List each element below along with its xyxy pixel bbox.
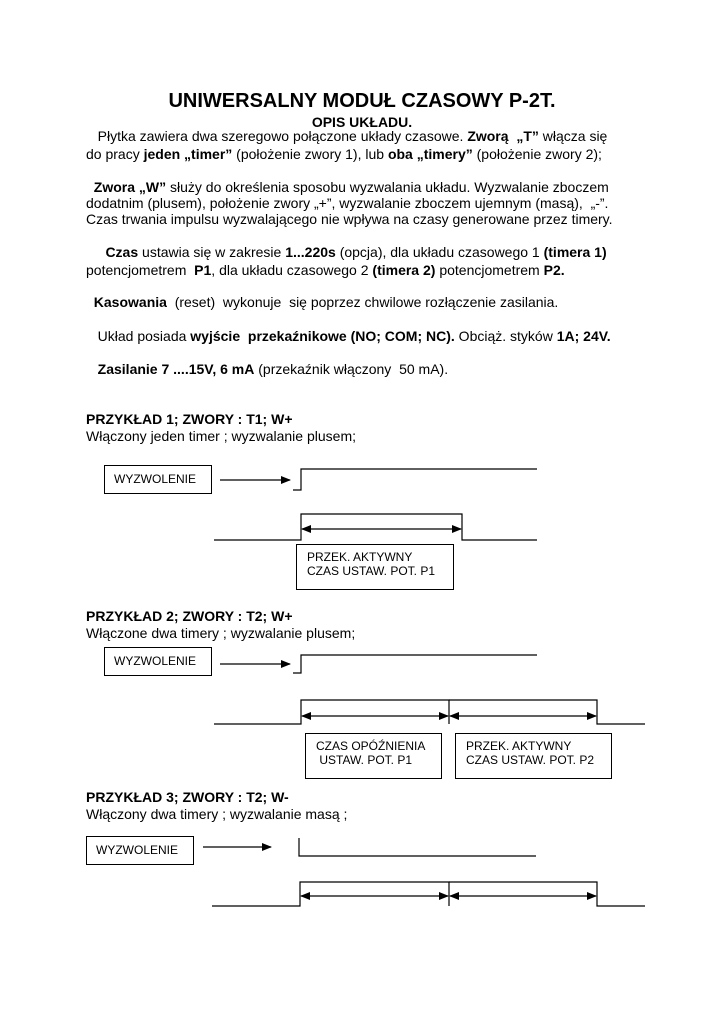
example1-relay-line1: PRZEK. AKTYWNY — [307, 550, 413, 564]
example2-trigger-signal — [293, 655, 537, 673]
para2-line3: Czas trwania impulsu wyzwalającego nie wpływa na czasy generowane przez timery. — [86, 211, 613, 227]
para1-line1: Płytka zawiera dwa szeregowo połączone układy czasowe. Zworą „T” włącza się — [86, 128, 608, 144]
para3-line1: Czas ustawia się w zakresie 1...220s (opcja), dla układu czasowego 1 (timera 1) — [86, 244, 607, 260]
para5: Układ posiada wyjście przekaźnikowe (NO; COM; NC). Obciąż. styków 1A; 24V. — [86, 328, 611, 344]
page-title: UNIWERSALNY MODUŁ CZASOWY P-2T. — [168, 90, 556, 112]
example1-relay-line2: CZAS USTAW. POT. P1 — [307, 564, 436, 578]
example1-desc: Włączony jeden timer ; wyzwalanie plusem; — [86, 428, 356, 444]
para4: Kasowania (reset) wykonuje się poprzez chwilowe rozłączenie zasilania. — [86, 294, 559, 310]
example2-delay-line1: CZAS OPÓŹNIENIA — [316, 739, 426, 753]
example1-trigger-label: WYZWOLENIE — [114, 472, 197, 486]
example3-trigger-label: WYZWOLENIE — [96, 843, 179, 857]
example1-trigger-signal — [293, 469, 537, 490]
example2-output-signal — [214, 700, 449, 724]
example3-trigger-signal — [299, 838, 536, 856]
page-subtitle: OPIS UKŁADU. — [311, 114, 413, 130]
example2-heading: PRZYKŁAD 2; ZWORY : T2; W+ — [86, 608, 293, 624]
para2-line1: Zwora „W” służy do określenia sposobu wyzwalania układu. Wyzwalanie zboczem — [86, 179, 609, 195]
para2-line2: dodatnim (plusem), położenie zwory „+”, wyzwalanie zboczem ujemnym (masą), „-”. — [86, 195, 609, 211]
example3-heading: PRZYKŁAD 3; ZWORY : T2; W- — [86, 789, 289, 805]
example2-delay-line2: USTAW. POT. P1 — [316, 753, 413, 767]
para6: Zasilanie 7 ....15V, 6 mA (przekaźnik włączony 50 mA). — [86, 361, 449, 377]
para3-line2: potencjometrem P1, dla układu czasowego 2 (timera 2) potencjometrem P2. — [86, 262, 565, 278]
example3-output-signal — [212, 882, 449, 906]
example2-trigger-label: WYZWOLENIE — [114, 654, 197, 668]
example2-relay-line2: CZAS USTAW. POT. P2 — [466, 753, 595, 767]
example1-output-signal — [214, 514, 537, 540]
example2-relay-line1: PRZEK. AKTYWNY — [466, 739, 572, 753]
example1-heading: PRZYKŁAD 1; ZWORY : T1; W+ — [86, 411, 293, 427]
example3-output-signal-2 — [449, 882, 645, 906]
para1-line2: do pracy jeden „timer” (położenie zwory 1), lub oba „timery” (położenie zwory 2); — [86, 146, 602, 162]
example2-output-signal-2 — [449, 700, 645, 724]
example3-desc: Włączony dwa timery ; wyzwalanie masą ; — [86, 806, 348, 822]
example2-desc: Włączone dwa timery ; wyzwalanie plusem; — [86, 625, 356, 641]
